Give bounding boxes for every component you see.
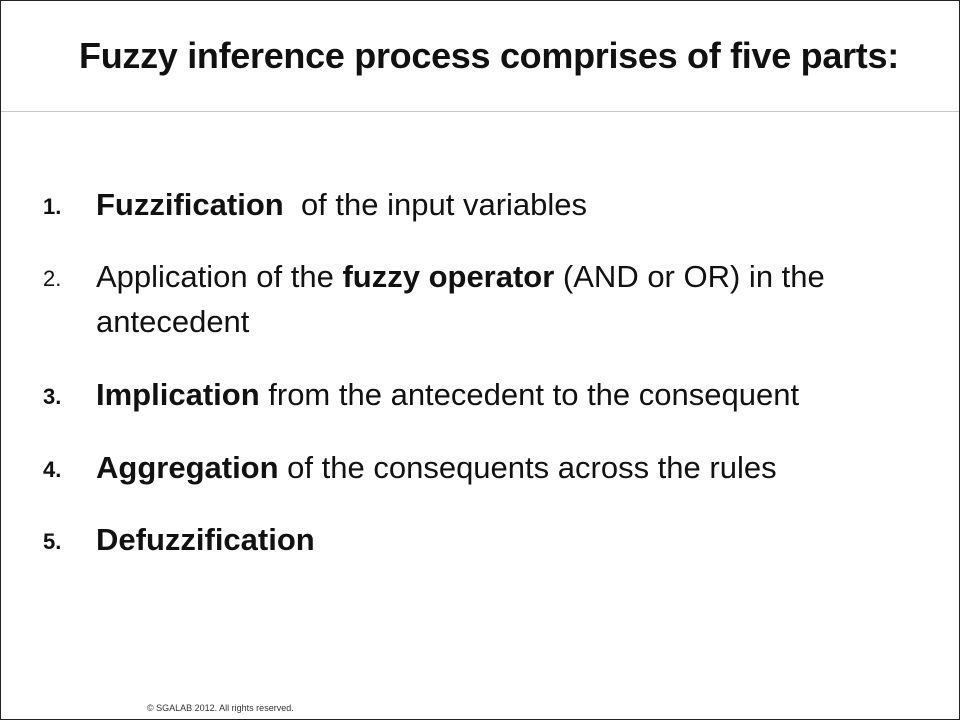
list-item-rest: of the input variables xyxy=(283,187,588,222)
list-item-number: 4. xyxy=(43,457,62,482)
list-item-text xyxy=(96,517,916,562)
numbered-list xyxy=(1,1,959,601)
slide-title: Fuzzy inference process comprises of five parts: xyxy=(79,35,899,76)
list-item-number: 1. xyxy=(43,194,62,219)
list-item-text xyxy=(96,182,916,227)
list-item-keyword: Fuzzification xyxy=(96,187,284,222)
list-item-rest: from the antecedent to the consequent xyxy=(259,377,800,412)
list-item-rest: of the consequents across the rules xyxy=(278,450,777,485)
list-item-keyword: fuzzy operator xyxy=(342,259,555,294)
list-item-text xyxy=(96,445,916,490)
list-item-keyword: Defuzzification xyxy=(96,522,315,557)
list-item-keyword: Aggregation xyxy=(96,450,279,485)
list-item-text xyxy=(96,254,916,344)
list-item-number: 2. xyxy=(43,266,62,291)
list-item-text xyxy=(96,372,916,417)
copyright-footer: © SGALAB 2012. All rights reserved. xyxy=(147,703,294,713)
list-item-number: 3. xyxy=(43,384,62,409)
list-item-number: 5. xyxy=(43,529,62,554)
list-item-before: Application of the xyxy=(96,259,343,294)
list-item-after: (AND or OR) in the antecedent xyxy=(96,259,825,339)
list-item-keyword: Implication xyxy=(96,377,260,412)
